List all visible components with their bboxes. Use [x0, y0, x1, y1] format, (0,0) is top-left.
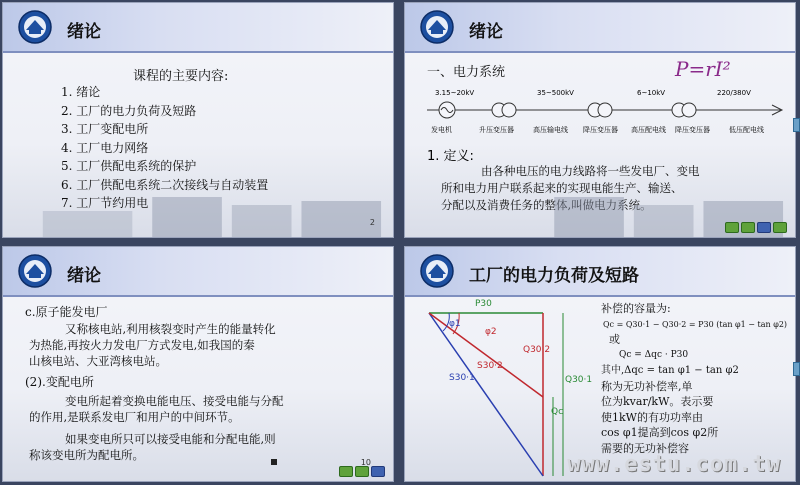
slide-1[interactable]: [2, 2, 394, 238]
header-divider: [405, 51, 795, 53]
diagram-label-s302: S30·2: [477, 361, 503, 371]
header-divider: [3, 51, 393, 53]
list-item: 6. 工厂供配电系统二次接线与自动装置: [61, 177, 269, 192]
slide-title: 工厂的电力负荷及短路: [469, 266, 639, 286]
slide-3[interactable]: [2, 246, 394, 482]
power-system-schematic: [427, 97, 787, 123]
component-label: 低压配电线: [729, 126, 764, 134]
component-label: 降压变压器: [583, 126, 618, 134]
slide-title: 绪论: [67, 22, 101, 42]
list-item: 5. 工厂供配电系统的保护: [61, 159, 197, 173]
header-divider: [405, 295, 795, 297]
side-scroll-tab[interactable]: [793, 118, 800, 132]
diagram-label-phi1: φ1: [449, 319, 461, 329]
slide-header-band: [405, 3, 795, 51]
home-button[interactable]: [371, 466, 385, 477]
list-item: 3. 工厂变配电所: [61, 122, 149, 136]
compensation-text: 补偿的容量为: Qc = Q30·1 − Q30·2 = P30 (tan φ1 − tan φ2) 或 Qc = Δqc · P30 其中,Δqc = tan φ1 − tan φ2 称为无功补偿率,单 位为kvar/kW。表示要 使1kW的有功功率由 cos φ1提高到cos φ2所 需要的无功补偿容: [601, 302, 788, 455]
university-logo-icon: [419, 253, 455, 289]
voltage-label: 6~10kV: [637, 89, 666, 97]
diagram-label-s301: S30·1: [449, 373, 475, 383]
page-number: 2: [369, 218, 375, 227]
distribution-paragraph: 如果变电所只可以接受电能和分配电能,则 称该变电所为配电所。: [29, 432, 276, 462]
university-logo-icon: [17, 253, 53, 289]
list-item: 2. 工厂的电力负荷及短路: [61, 103, 197, 118]
prev-slide-button[interactable]: [339, 466, 353, 477]
slide-2[interactable]: [404, 2, 796, 238]
diagram-label-p30: P30: [475, 299, 492, 309]
diagram-label-q302: Q30·2: [523, 345, 551, 355]
list-item: 4. 工厂电力网络: [61, 140, 149, 155]
prev-slide-button[interactable]: [725, 222, 739, 233]
power-system-diagram: [427, 89, 787, 139]
next-slide-button[interactable]: [355, 466, 369, 477]
power-triangle-diagram: [413, 301, 593, 479]
slide-header-band: [3, 3, 393, 51]
campus-background-image: [3, 177, 393, 237]
header-divider: [3, 295, 393, 297]
next-slide-button[interactable]: [741, 222, 755, 233]
university-logo-icon: [419, 9, 455, 45]
definition-label: 1. 定义:: [427, 149, 474, 164]
voltage-label: 220/380V: [717, 89, 751, 97]
section-heading: 一、电力系统: [427, 65, 506, 80]
slide-header-band: [3, 247, 393, 295]
diagram-label-qc: Qc: [551, 407, 564, 417]
substation-heading: (2).变配电所: [25, 375, 94, 389]
nuclear-heading: c.原子能发电厂: [25, 305, 108, 319]
component-label: 升压变压器: [479, 126, 514, 134]
component-label: 降压变压器: [675, 126, 710, 134]
slide-4[interactable]: [404, 246, 796, 482]
handwritten-formula: P=rI²: [675, 57, 731, 81]
component-label: 高压配电线: [631, 126, 666, 134]
page-number: 10: [360, 458, 371, 467]
diagram-label-q301: Q30·1: [565, 375, 593, 385]
voltage-label: 35~500kV: [537, 89, 574, 97]
component-label: 高压输电线: [533, 126, 568, 134]
component-label: 发电机: [431, 126, 452, 134]
mouse-cursor: [271, 459, 277, 465]
side-scroll-tab[interactable]: [793, 362, 800, 376]
diagram-label-phi2: φ2: [485, 327, 497, 337]
slide-navigation: [339, 466, 385, 477]
slide-title: 绪论: [67, 266, 101, 286]
definition-text: 由各种电压的电力线路将一些发电厂、变电 所和电力用户联系起来的实现电能生产、输送、 分配以及消费任务的整体,叫做电力系统。: [441, 164, 700, 212]
substation-paragraph: 变电所起着变换电能电压、接受电能与分配 的作用,是联系发电厂和用户的中间环节。: [29, 394, 284, 424]
university-logo-icon: [17, 9, 53, 45]
site-watermark: www.estu.com.tw: [567, 452, 781, 477]
list-item: 7. 工厂节约用电: [61, 196, 149, 210]
home-button[interactable]: [757, 222, 771, 233]
voltage-label: 3.15~20kV: [435, 89, 475, 97]
list-item: 1. 绪论: [61, 85, 101, 99]
slide-navigation: [725, 222, 787, 233]
content-subtitle: 课程的主要内容:: [133, 69, 229, 84]
slide-title: 绪论: [469, 22, 503, 42]
nuclear-paragraph: 又称核电站,利用核裂变时产生的能量转化 为热能,再按火力发电厂方式发电,如我国的秦 山核电站、大亚湾核电站。: [29, 322, 276, 368]
end-slide-button[interactable]: [773, 222, 787, 233]
